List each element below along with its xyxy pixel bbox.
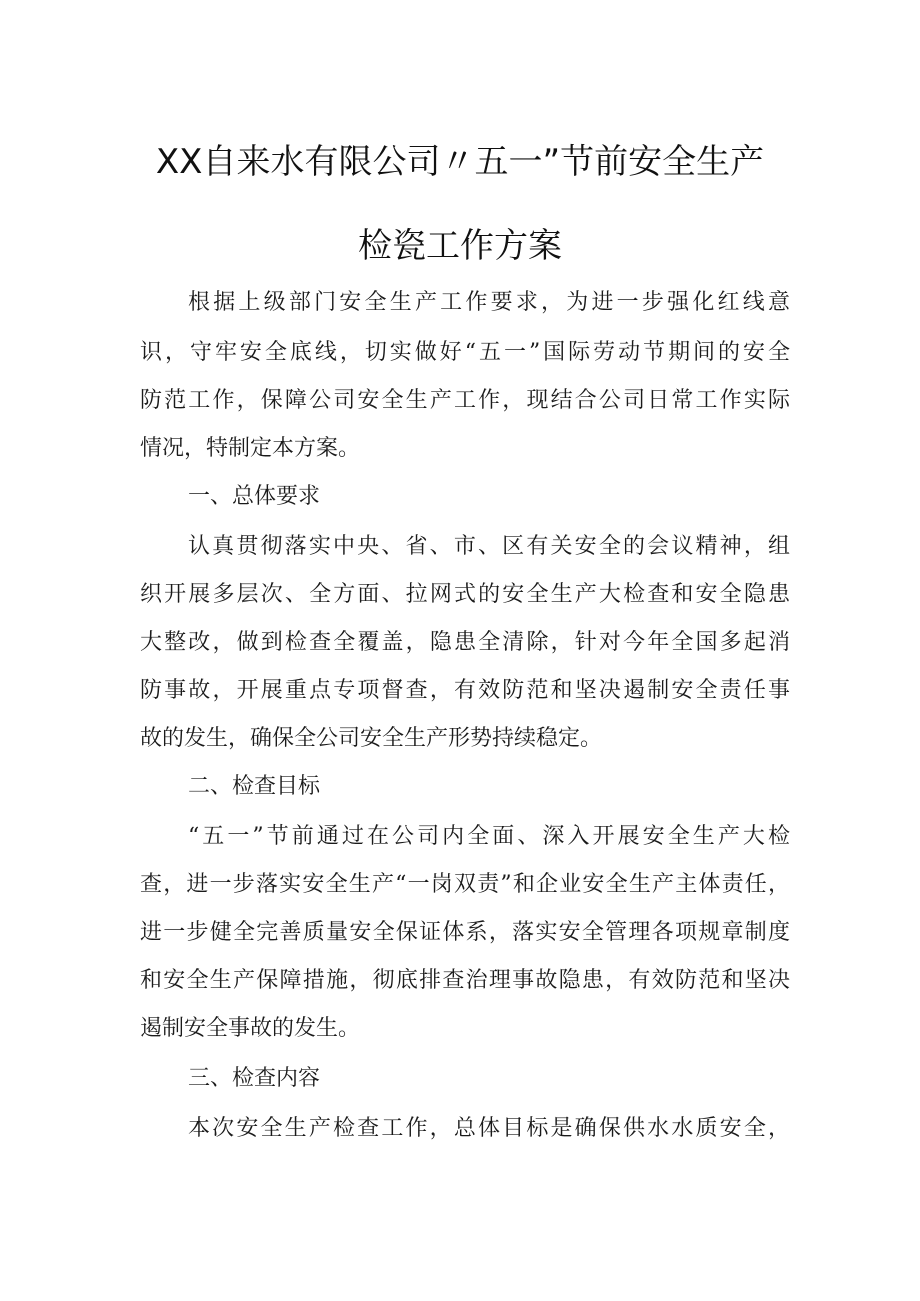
section3-line: 本次安全生产检查工作，总体目标是确保供水水质安全， <box>188 1116 790 1141</box>
document-title-line-1: XX自来水有限公司〃五一”节前安全生产 <box>155 142 765 182</box>
section1-line: 认真贯彻落实中央、省、市、区有关安全的会议精神，组 <box>188 534 790 559</box>
intro-line: 防范工作，保障公司安全生产工作，现结合公司日常工作实际 <box>140 388 790 413</box>
section2-line: 遏制安全事故的发生。 <box>140 1016 361 1041</box>
intro-line: 根据上级部门安全生产工作要求，为进一步强化红线意 <box>188 290 790 315</box>
section1-line: 织开展多层次、全方面、拉网式的安全生产大检查和安全隐患 <box>140 582 790 607</box>
section2-line: 和安全生产保障措施，彻底排查治理事故隐患，有效防范和坚决 <box>140 968 790 993</box>
section-heading-general-requirements: 一、总体要求 <box>188 484 321 509</box>
section-heading-inspection-content: 三、检查内容 <box>188 1066 321 1091</box>
section1-line: 故的发生，确保全公司安全生产形势持续稳定。 <box>140 726 603 751</box>
section1-line: 防事故，开展重点专项督查，有效防范和坚决遏制安全责任事 <box>140 678 790 703</box>
intro-line: 识，守牢安全底线，切实做好“五一”国际劳动节期间的安全 <box>140 340 790 365</box>
section1-line: 大整改，做到检查全覆盖，隐患全清除，针对今年全国多起消 <box>140 630 790 655</box>
section2-line: 查，进一步落实安全生产“一岗双责”和企业安全生产主体责任， <box>140 872 790 897</box>
section2-line: 进一步健全完善质量安全保证体系，落实安全管理各项规章制度 <box>140 920 790 945</box>
section-heading-inspection-goals: 二、检查目标 <box>188 774 321 799</box>
document-title-line-2: 检瓷工作方案 <box>358 226 562 266</box>
intro-line: 情况，特制定本方案。 <box>140 436 361 461</box>
section2-line: “五一”节前通过在公司内全面、深入开展安全生产大检 <box>188 824 790 849</box>
